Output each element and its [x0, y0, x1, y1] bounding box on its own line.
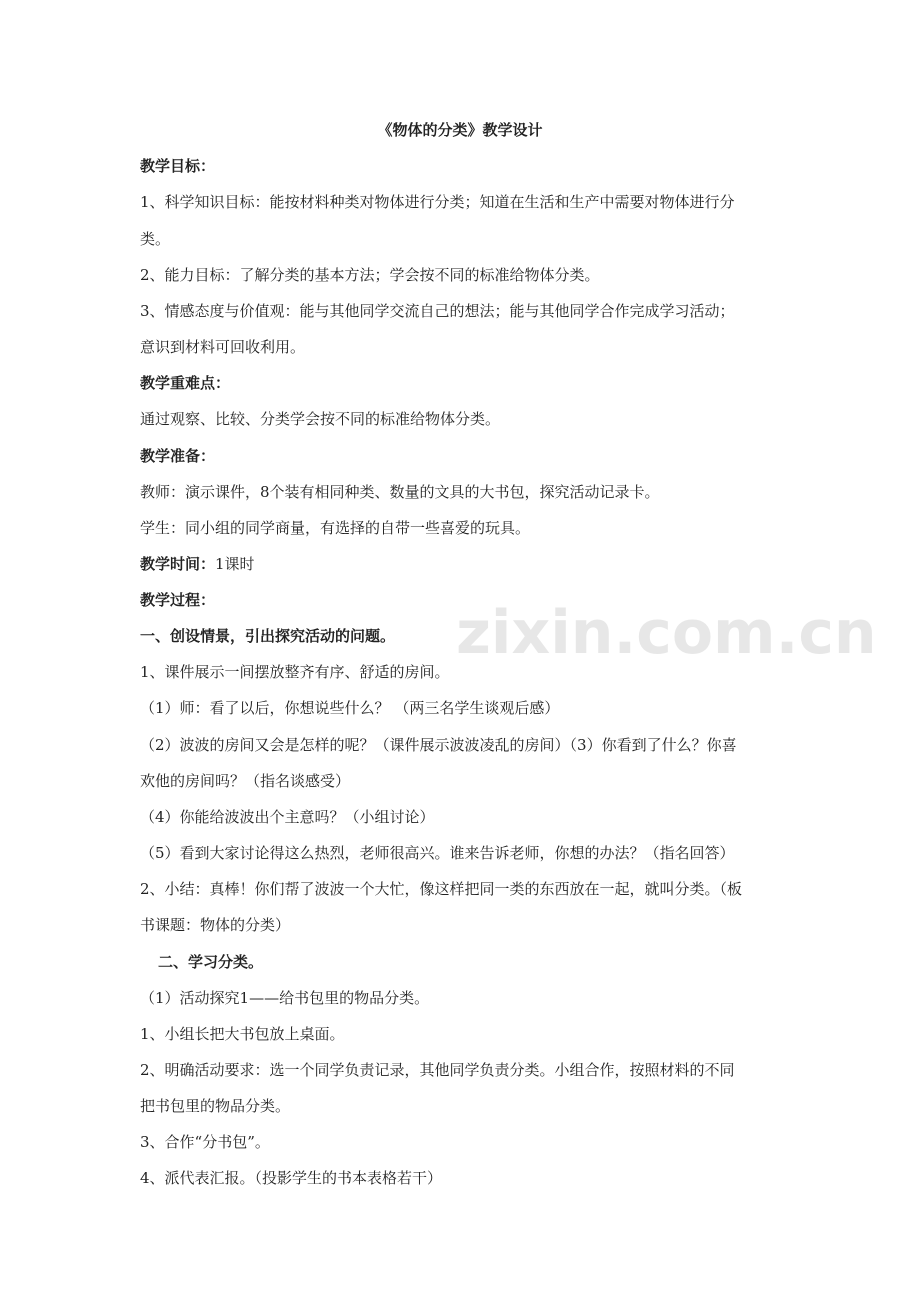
teaching-time-value: 1课时 — [215, 555, 255, 573]
paragraph-line: 2、明确活动要求：选一个同学负责记录，其他同学负责分类。小组合作，按照材料的不同 — [140, 1061, 735, 1079]
paragraph-line: （1）师：看了以后，你想说些什么？ （两三名学生谈观后感） — [140, 699, 560, 717]
teaching-time-line — [140, 554, 255, 574]
paragraph-line: （4）你能给波波出个主意吗？（小组讨论） — [140, 808, 435, 826]
document-title: 《物体的分类》教学设计 — [377, 121, 543, 139]
paragraph-line: 书课题：物体的分类） — [140, 916, 291, 934]
teaching-time-label: 教学时间： — [140, 555, 216, 573]
paragraph-line: （2）波波的房间又会是怎样的呢？（课件展示波波凌乱的房间）（3）你看到了什么？你喜 — [140, 736, 737, 754]
paragraph-line: 2、能力目标：了解分类的基本方法；学会按不同的标准给物体分类。 — [140, 266, 600, 284]
paragraph-line: 教师：演示课件，8个装有相同种类、数量的文具的大书包，探究活动记录卡。 — [140, 483, 660, 501]
watermark: zixin.com.cn — [456, 598, 877, 668]
paragraph-line: 类。 — [140, 230, 171, 248]
paragraph-line: 2、小结：真棒！你们帮了波波一个大忙，像这样把同一类的东西放在一起，就叫分类。（板 — [140, 880, 743, 898]
paragraph-line: 通过观察、比较、分类学会按不同的标准给物体分类。 — [140, 410, 501, 428]
paragraph-line: 欢他的房间吗？（指名谈感受） — [140, 772, 351, 790]
section-heading-2: 二、学习分类。 — [158, 953, 264, 971]
heading-objectives: 教学目标： — [140, 157, 216, 175]
paragraph-line: 意识到材料可回收利用。 — [140, 338, 306, 356]
section-heading-1: 一、创设情景，引出探究活动的问题。 — [140, 627, 396, 645]
paragraph-line: （5）看到大家讨论得这么热烈，老师很高兴。谁来告诉老师，你想的办法？（指名回答） — [140, 844, 735, 862]
paragraph-line: （1）活动探究1——给书包里的物品分类。 — [140, 989, 430, 1007]
heading-key-points: 教学重难点： — [140, 374, 231, 392]
paragraph-line: 学生：同小组的同学商量，有选择的自带一些喜爱的玩具。 — [140, 519, 531, 537]
heading-preparation: 教学准备： — [140, 447, 216, 465]
paragraph-line: 3、情感态度与价值观：能与其他同学交流自己的想法；能与其他同学合作完成学习活动； — [140, 302, 735, 320]
paragraph-line: 把书包里的物品分类。 — [140, 1097, 291, 1115]
paragraph-line: 3、合作“分书包”。 — [140, 1133, 270, 1151]
paragraph-line: 4、派代表汇报。（投影学生的书本表格若干） — [140, 1169, 443, 1187]
paragraph-line: 1、小组长把大书包放上桌面。 — [140, 1025, 345, 1043]
paragraph-line: 1、课件展示一间摆放整齐有序、舒适的房间。 — [140, 663, 450, 681]
heading-process: 教学过程： — [140, 591, 216, 609]
paragraph-line: 1、科学知识目标：能按材料种类对物体进行分类；知道在生活和生产中需要对物体进行分 — [140, 193, 735, 211]
